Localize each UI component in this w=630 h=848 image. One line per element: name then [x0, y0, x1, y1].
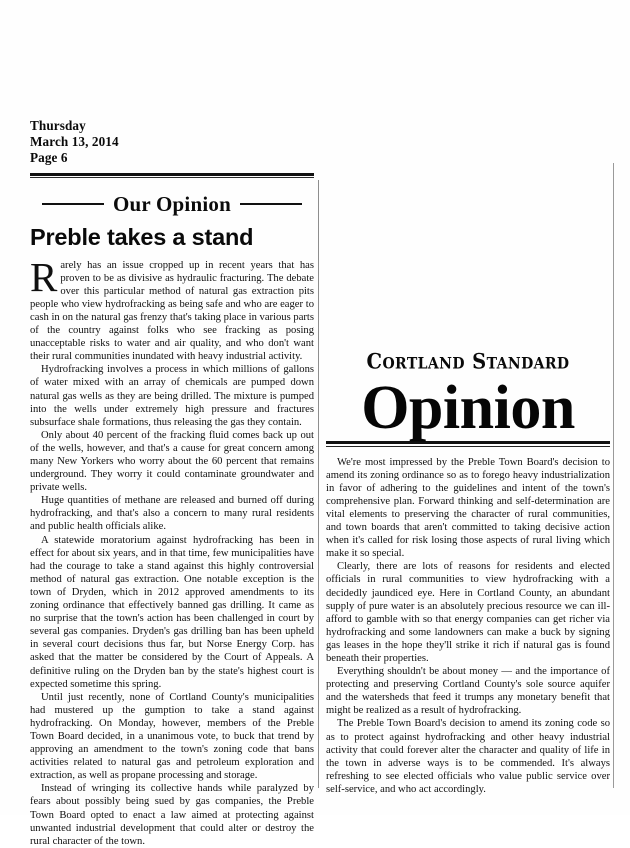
paragraph: Rarely has an issue cropped up in recent years that has proven to be as divisive as hydraulic fracturing. The debate over this particular method of natural gas extraction pits people who view hydrofracking as being safe and who are eager to cash in on the natural gas frenzy that's taking place in various parts of the country against folks who see fracking as posing unacceptable risks to water and air quality, and who don't want their rural communities inundated with heavy industrial activity. — [30, 253, 314, 363]
paragraph: Hydrofracking involves a process in which millions of gallons of water mixed with an array of chemicals are pumped down natural gas wells as they are being drilled. The mixture is pumped into the wells under extremely high pressure and fractures subsurface shale formations, thus releasing the gas they contain. — [30, 364, 314, 428]
header-rule — [30, 173, 314, 178]
paragraph: Only about 40 percent of the fracking fluid comes back up out of the wells, however, and that's a cause for great concern among many New Yorkers who worry about the 60 percent that remains underground. They worry it could contaminate groundwater and private wells. — [30, 429, 314, 494]
column-divider — [318, 180, 319, 788]
dateline-date: March 13, 2014 — [30, 134, 119, 150]
dateline-page-number: Page 6 — [30, 150, 68, 166]
paragraph: We're most impressed by the Preble Town Board's decision to amend its zoning ordinance so as to forego heavy industrialization in favor of adhering to the guidelines and intent of the town's comprehensive plan. Forward thinking and self-determination are vital elements to preserving the character of rural communities, and town boards that aren't committed to taking decisive action when it's called for risk losing those aspects of rural living which make it so special. — [326, 456, 610, 560]
paragraph: Until just recently, none of Cortland County's municipalities had mustered up the gumption to take a stand against hydrofracking. On Monday, however, members of the Preble Town Board decided, in a unanimous vote, to buck that trend by approving an amendment to the town's zoning code that bans activities related to natural gas and petroleum exploration and extraction, as well as propane processing and storage. — [30, 691, 314, 782]
page-title: Preble takes a stand — [30, 223, 254, 250]
paragraph: Clearly, there are lots of reasons for residents and elected officials in rural communities to view hydrofracking with a decidedly jaundiced eye. Here in Cortland County, an abundant supply of pure water is an absolutely precious resource we can ill-afford to gamble with so that energy companies can get richer via hydrofracking and some landowners can make a buck by signing gas leases in the hope they'll strike it rich if natural gas is found beneath their properties. — [326, 561, 610, 664]
paragraph: Huge quantities of methane are released and burned off during hydrofracking, and that's also a concern to many rural residents and public health officials alike. — [30, 495, 314, 533]
right-column — [326, 348, 610, 796]
masthead-paper-name: Cortland Standard — [366, 348, 570, 374]
dateline-weekday: Thursday — [30, 118, 86, 133]
paragraph: A statewide moratorium against hydrofracking has been in effect for about six years, and in that time, few municipalities have had the courage to take a stand against this highly controversial method of natural gas extraction. One notable exception is the town of Dryden, which in 2012 approved amendments to its zoning ordinance that effectively banned gas drilling. It came as no surprise that the town's action has been challenged in court by several gas companies. Dryden's gas drilling ban has been upheld in several court decisions thus far, but Norse Energy Corp. has asked that the matter be considered by the Court of Appeals. A definitive ruling on the Dryden ban by the state's highest court is expected sometime this spring. — [30, 534, 314, 690]
page-edge-rule — [613, 163, 614, 788]
section-label-block — [30, 191, 314, 217]
editorial-right-body — [326, 456, 610, 796]
paragraph: Everything shouldn't be about money — and the importance of protecting and preserving Cortland County's sole source aquifer and the watersheds that feed it trumps any monetary benefit that might be realized as a result of hydrofracking. — [326, 666, 610, 717]
paragraph: Instead of wringing its collective hands while paralyzed by fears about possibly being sued by gas companies, the Preble Town Board opted to enact a law aimed at protecting against unwanted industrial development that could alter or destroy the rural character of the town. — [30, 783, 314, 847]
masthead-section-title: Opinion — [361, 374, 575, 442]
section-dash-right-icon — [240, 203, 302, 205]
section-dash-left-icon — [42, 203, 104, 205]
paragraph: The Preble Town Board's decision to amend its zoning code so as to protect against hydrofracking and other heavy industrial activity that could forever alter the character and quality of life in the town in adverse ways is to be commended. It's always refreshing to see elected officials who value public service over self-service, and who act accordingly. — [326, 718, 610, 795]
section-label: Our Opinion — [113, 191, 231, 216]
left-column — [30, 118, 314, 848]
editorial-left-body — [30, 253, 314, 848]
dateline — [30, 118, 314, 167]
